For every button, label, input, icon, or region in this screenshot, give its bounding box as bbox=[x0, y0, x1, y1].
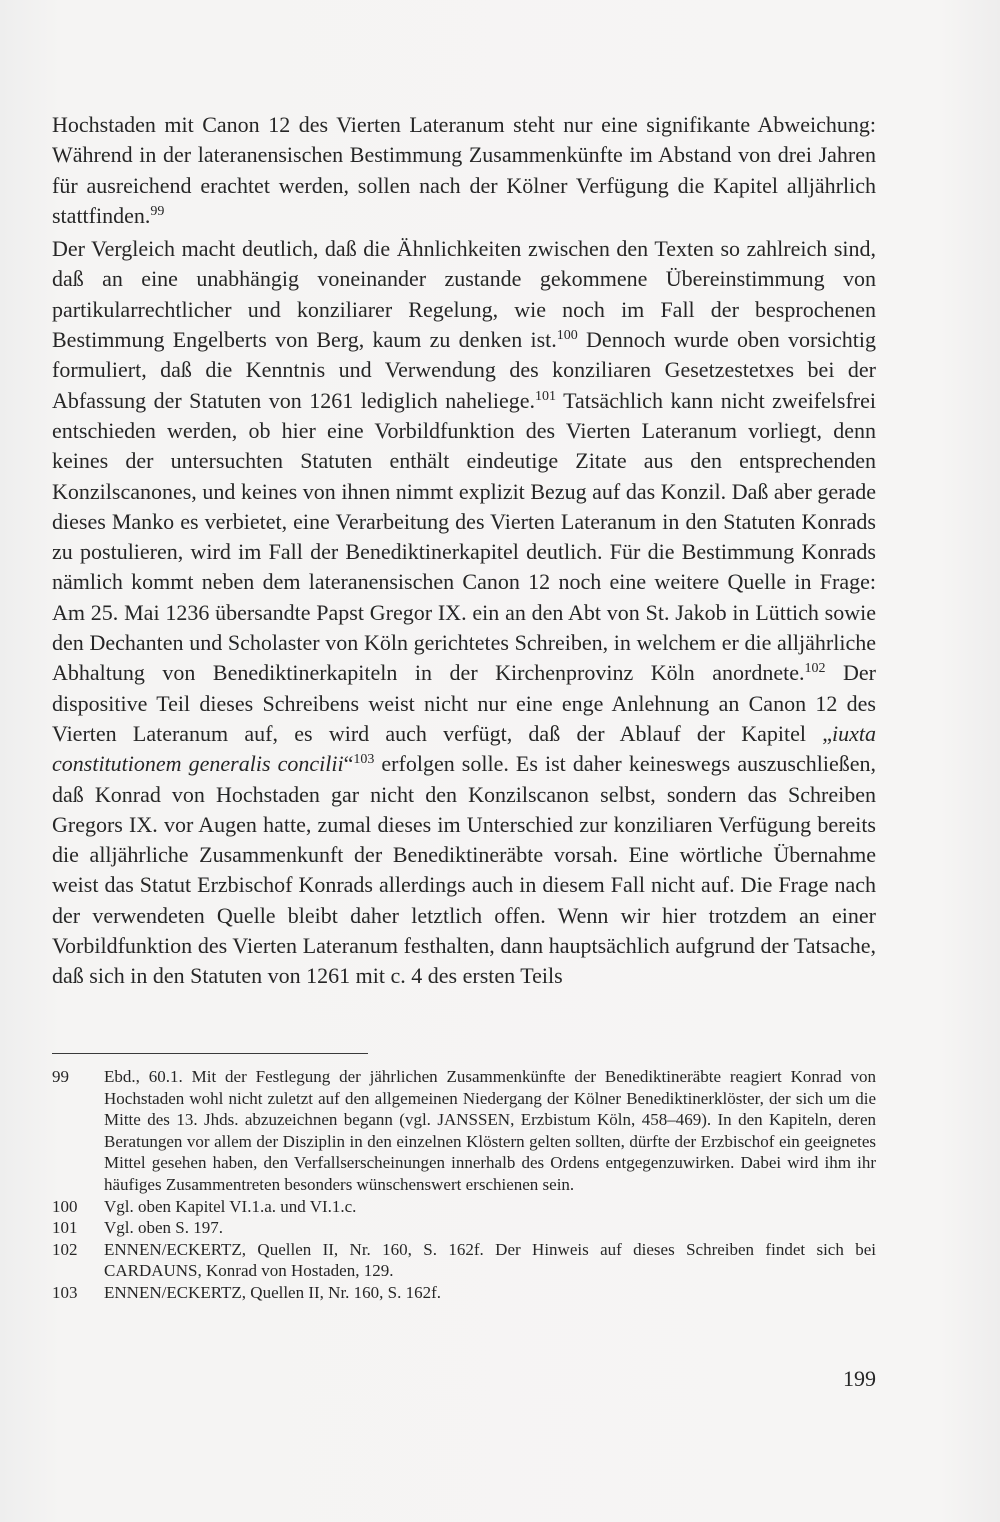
footnote-text: Vgl. oben S. 197. bbox=[104, 1218, 223, 1238]
footnote-number: 101 bbox=[52, 1218, 78, 1238]
footnote-101 bbox=[52, 1217, 876, 1239]
paragraph-2-text-1: Der Vergleich macht deutlich, daß die Ähnlichkeiten zwischen den Texten so zahlreich sind, daß an eine unabhängig voneinander zustande gekommene Übereinstimmung von partikularrechtlicher und konziliarer Regelung, wie noch im Fall der besprochenen Bestimmung Engelberts von Berg, kaum zu denken ist. bbox=[52, 236, 876, 353]
footnote-number: 100 bbox=[52, 1196, 78, 1216]
paragraph-2 bbox=[52, 234, 876, 991]
footnote-ref-102[interactable]: 102 bbox=[804, 661, 826, 677]
footnote-102 bbox=[52, 1239, 876, 1282]
paragraph-2-text-2: Dennoch wurde oben vorsichtig formuliert, daß die Kenntnis und Verwendung des konziliaren Gesetzestetxes bei der Abfassung der Statuten von 1261 lediglich naheliege. bbox=[52, 327, 877, 413]
footnote-text: ENNEN/ECKERTZ, Quellen II, Nr. 160, S. 162f. Der Hinweis auf dieses Schreiben findet sich bei CARDAUNS, Konrad von Hostaden, 129. bbox=[104, 1239, 876, 1281]
latin-quotation: iuxta constitutionem generalis concilii bbox=[52, 720, 876, 777]
footnote-ref-100[interactable]: 100 bbox=[556, 328, 578, 344]
paragraph-2-text-3: Tatsächlich kann nicht zweifelsfrei entschieden werden, ob hier eine Vorbildfunktion des Vierten Lateranum vorliegt, denn keines der untersuchten Statuten enthält eindeutige Zitate aus den entsprechenden Konzilscanones, und keines von ihnen nimmt explizit Bezug auf das Konzil. Daß aber gerade dieses Manko es verbietet, eine Verarbeitung des Vierten Lateranum in den Statuten Konrads zu postulieren, wird im Fall der Benediktinerkapitel deutlich. Für die Bestimmung Konrads nämlich kommt neben dem lateranensischen Canon 12 noch eine weitere Quelle in Frage: Am 25. Mai 1236 übersandte Papst Gregor IX. ein an den Abt von St. Jakob in Lüttich sowie den Dechanten und Scholaster von Köln gerichtetes Schreiben, in welchem er die alljährliche Abhaltung von Benediktinerkapiteln in der Kirchenprovinz Köln anordnete. bbox=[52, 387, 876, 686]
footnote-100 bbox=[52, 1196, 876, 1218]
footnotes bbox=[52, 1066, 876, 1304]
footnote-103 bbox=[52, 1282, 876, 1304]
footnote-ref-103[interactable]: 103 bbox=[353, 752, 375, 768]
paragraph-1 bbox=[52, 110, 876, 231]
footnote-ref-101[interactable]: 101 bbox=[535, 388, 556, 404]
footnote-divider bbox=[52, 1053, 368, 1054]
footnote-99 bbox=[52, 1066, 876, 1196]
main-text bbox=[52, 110, 876, 992]
footnote-text: Ebd., 60.1. Mit der Festlegung der jährlichen Zusammenkünfte der Benediktineräbte reagiert Konrad von Hochstaden wohl nicht zuletzt auf den allgemeinen Niedergang der Kölner Benediktinerklöster, der sich um die Mitte des 13. Jhds. abzuzeichnen begann (vgl. JANSSEN, Erzbistum Köln, 458–469). In den Kapiteln, deren Beratungen vor allem der Disziplin in den einzelnen Klöstern gelten sollten, dürfte der Erzbischof ein geeignetes Mittel gesehen haben, den Verfallserscheinungen innerhalb des Ordens entgegenzuwirken. Dabei wird ihm ihr häufiges Zusammentreten besonders wünschenswert erschienen sein. bbox=[104, 1067, 876, 1194]
footnote-ref-99[interactable]: 99 bbox=[150, 203, 165, 219]
footnote-number: 103 bbox=[52, 1282, 78, 1302]
closing-quote-mark: “ bbox=[343, 751, 354, 777]
page-number: 199 bbox=[843, 1366, 876, 1391]
footnote-number: 99 bbox=[52, 1067, 69, 1086]
footnote-number: 102 bbox=[52, 1239, 78, 1259]
paragraph-2-text-4: Der dispositive Teil dieses Schreibens weist nicht nur eine enge Anlehnung an Canon 12 des Vierten Lateranum auf, es wird auch verfügt, daß der Ablauf der Kapitel „ bbox=[52, 660, 876, 746]
paragraph-1-text: Hochstaden mit Canon 12 des Vierten Lateranum steht nur eine signifikante Abweichung: Während in der lateranensischen Bestimmung Zusammenkünfte im Abstand von drei Jahren für ausreichend erachtet werden, sollen nach der Kölner Verfügung die Kapitel alljährlich stattfinden. bbox=[52, 112, 876, 228]
footnote-text: Vgl. oben Kapitel VI.1.a. und VI.1.c. bbox=[104, 1196, 357, 1216]
footnote-text: ENNEN/ECKERTZ, Quellen II, Nr. 160, S. 162f. bbox=[104, 1282, 442, 1302]
paragraph-2-text-5: erfolgen solle. Es ist daher keineswegs auszuschließen, daß Konrad von Hochstaden gar nicht den Konzilscanon selbst, sondern das Schreiben Gregors IX. vor Augen hatte, zumal dieses im Unterschied zur konziliaren Verfügung bereits die alljährliche Zusammenkunft der Benediktineräbte vorsah. Eine wörtliche Übernahme weist das Statut Erzbischof Konrads allerdings auch in diesem Fall nicht auf. Die Frage nach der verwendeten Quelle bleibt daher letztlich offen. Wenn wir hier trotzdem an einer Vorbildfunktion des Vierten Lateranum festhalten, dann hauptsächlich aufgrund der Tatsache, daß sich in den Statuten von 1261 mit c. 4 des ersten Teils bbox=[52, 751, 876, 989]
